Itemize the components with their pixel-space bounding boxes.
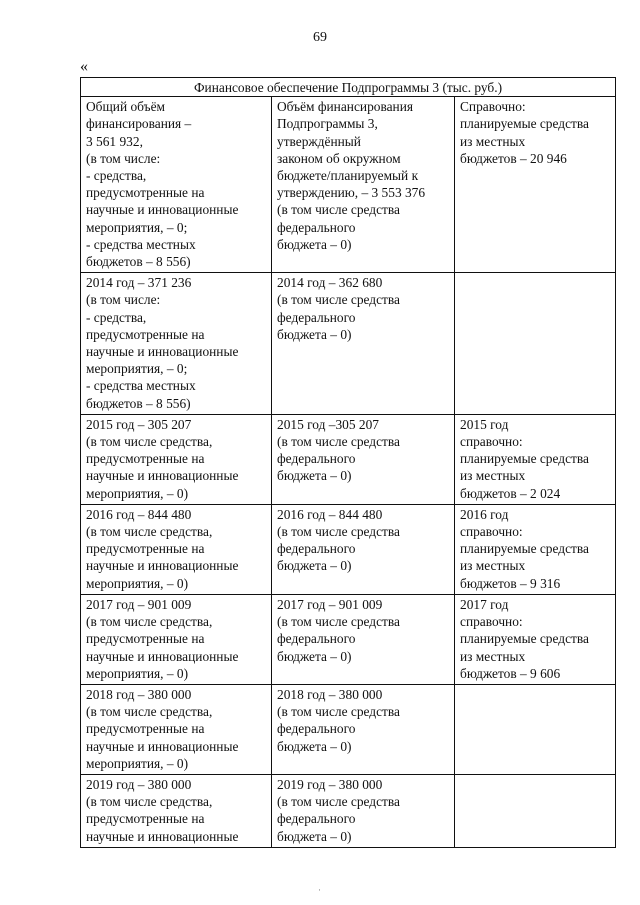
cell-text-line: научные и инновационные <box>86 828 239 844</box>
table-cell-2 <box>272 684 455 774</box>
cell-text-line: бюджетов – 2 024 <box>460 485 561 501</box>
cell-text-line: утверждённый <box>277 133 361 149</box>
cell-text-line: - средства местных <box>86 236 196 252</box>
cell-text-line: федерального <box>277 451 356 467</box>
cell-text-line: 2019 год – 380 000 <box>277 776 383 792</box>
cell-text-line: планируемые средства <box>460 631 589 647</box>
table-cell-1 <box>81 594 272 684</box>
table-cell-2 <box>272 414 455 504</box>
cell-text-line: из местных <box>460 558 526 574</box>
cell-text-line: 2019 год – 380 000 <box>86 776 192 792</box>
table-row <box>81 594 616 684</box>
cell-text-line: 2014 год – 371 236 <box>86 275 192 291</box>
cell-text-line: бюджете/планируемый к <box>277 168 419 184</box>
cell-text-line: 2014 год – 362 680 <box>277 275 383 291</box>
cell-text-line: Общий объём <box>86 99 165 115</box>
cell-text-line: (в том числе средства, <box>86 524 213 540</box>
cell-text-line: - средства местных <box>86 378 196 394</box>
table-cell-1 <box>81 414 272 504</box>
cell-text-line: 2015 год – 305 207 <box>86 416 192 432</box>
cell-text-line: 2015 год <box>460 416 509 432</box>
cell-text-line: федерального <box>277 721 356 737</box>
cell-text-line: справочно: <box>460 524 523 540</box>
cell-text-line: научные и инновационные <box>86 202 239 218</box>
cell-text-line: (в том числе средства, <box>86 794 213 810</box>
cell-text-line: законом об окружном <box>277 150 401 166</box>
table-cell-1 <box>81 504 272 594</box>
cell-text-line: Справочно: <box>460 99 526 115</box>
cell-text-line: Подпрограммы 3, <box>277 116 378 132</box>
cell-text-line: научные и инновационные <box>86 344 239 360</box>
cell-text-line: 2017 год – 901 009 <box>86 596 192 612</box>
cell-text-line: мероприятия, – 0) <box>86 755 189 771</box>
opening-quote-mark: « <box>80 58 88 75</box>
table-cell-3 <box>455 504 616 594</box>
cell-text-line: бюджета – 0) <box>277 828 352 844</box>
table-row <box>81 684 616 774</box>
table-cell-3 <box>455 97 616 273</box>
table-header-row <box>81 78 616 97</box>
cell-text-line: научные и инновационные <box>86 648 239 664</box>
cell-text-line: справочно: <box>460 434 523 450</box>
cell-text-line: бюджетов – 9 606 <box>460 665 561 681</box>
table-cell-2 <box>272 594 455 684</box>
cell-text-line: предусмотренные на <box>86 721 205 737</box>
cell-text-line: мероприятия, – 0) <box>86 575 189 591</box>
cell-text-line: бюджетов – 8 556) <box>86 254 191 270</box>
cell-text-line: научные и инновационные <box>86 468 239 484</box>
cell-text-line: 2015 год –305 207 <box>277 416 379 432</box>
cell-text-line: - средства, <box>86 168 147 184</box>
cell-text-line: бюджета – 0) <box>277 468 352 484</box>
cell-text-line: мероприятия, – 0) <box>86 665 189 681</box>
cell-text-line: финансирования – <box>86 116 192 132</box>
cell-text-line: мероприятия, – 0) <box>86 485 189 501</box>
table-row <box>81 97 616 273</box>
table-cell-1 <box>81 774 272 847</box>
cell-text-line: федерального <box>277 219 356 235</box>
table-cell-3 <box>455 594 616 684</box>
table-row <box>81 774 616 847</box>
cell-text-line: планируемые средства <box>460 116 589 132</box>
financing-table <box>80 77 616 848</box>
cell-text-line: предусмотренные на <box>86 451 205 467</box>
cell-text-line: из местных <box>460 133 526 149</box>
cell-text-line: (в том числе: <box>86 292 161 308</box>
cell-text-line: бюджетов – 8 556) <box>86 395 191 411</box>
cell-text-line: (в том числе средства <box>277 202 400 218</box>
cell-text-line: из местных <box>460 648 526 664</box>
cell-text-line: бюджетов – 20 946 <box>460 150 567 166</box>
cell-text-line: Объём финансирования <box>277 99 414 115</box>
table-cell-3 <box>455 774 616 847</box>
cell-text-line: (в том числе средства <box>277 704 400 720</box>
cell-text-line: - средства, <box>86 309 147 325</box>
cell-text-line: 2018 год – 380 000 <box>277 686 383 702</box>
cell-text-line: (в том числе: <box>86 150 161 166</box>
cell-text-line: бюджетов – 9 316 <box>460 575 561 591</box>
cell-text-line: предусмотренные на <box>86 811 205 827</box>
table-cell-3 <box>455 273 616 415</box>
cell-text-line: (в том числе средства, <box>86 704 213 720</box>
cell-text-line: 2018 год – 380 000 <box>86 686 192 702</box>
cell-text-line: федерального <box>277 811 356 827</box>
table-cell-1 <box>81 97 272 273</box>
cell-text-line: (в том числе средства <box>277 292 400 308</box>
cell-text-line: научные и инновационные <box>86 738 239 754</box>
cell-text-line: бюджета – 0) <box>277 326 352 342</box>
table-row <box>81 504 616 594</box>
table-cell-3 <box>455 414 616 504</box>
cell-text-line: планируемые средства <box>460 451 589 467</box>
cell-text-line: (в том числе средства, <box>86 614 213 630</box>
cell-text-line: планируемые средства <box>460 541 589 557</box>
cell-text-line: научные и инновационные <box>86 558 239 574</box>
table-cell-1 <box>81 273 272 415</box>
cell-text-line: 3 561 932, <box>86 133 143 149</box>
cell-text-line: бюджета – 0) <box>277 738 352 754</box>
cell-text-line: 2016 год – 844 480 <box>86 506 192 522</box>
table-row <box>81 273 616 415</box>
cell-text-line: федерального <box>277 309 356 325</box>
cell-text-line: мероприятия, – 0; <box>86 361 188 377</box>
cell-text-line: (в том числе средства <box>277 794 400 810</box>
table-body <box>81 97 616 848</box>
cell-text-line: 2016 год – 844 480 <box>277 506 383 522</box>
cell-text-line: справочно: <box>460 614 523 630</box>
table-cell-2 <box>272 774 455 847</box>
cell-text-line: федерального <box>277 631 356 647</box>
cell-text-line: предусмотренные на <box>86 326 205 342</box>
cell-text-line: предусмотренные на <box>86 541 205 557</box>
cell-text-line: (в том числе средства <box>277 614 400 630</box>
scan-mark: · <box>318 885 321 895</box>
page-number: 69 <box>313 30 327 45</box>
cell-text-line: мероприятия, – 0; <box>86 219 188 235</box>
cell-text-line: утверждению, – 3 553 376 <box>277 185 426 201</box>
table-cell-2 <box>272 97 455 273</box>
cell-text-line: федерального <box>277 541 356 557</box>
cell-text-line: 2016 год <box>460 506 509 522</box>
cell-text-line: бюджета – 0) <box>277 648 352 664</box>
cell-text-line: (в том числе средства <box>277 434 400 450</box>
table-row <box>81 414 616 504</box>
cell-text-line: бюджета – 0) <box>277 558 352 574</box>
cell-text-line: предусмотренные на <box>86 631 205 647</box>
table-cell-2 <box>272 504 455 594</box>
cell-text-line: предусмотренные на <box>86 185 205 201</box>
cell-text-line: бюджета – 0) <box>277 236 352 252</box>
table-cell-1 <box>81 684 272 774</box>
table-title: Финансовое обеспечение Подпрограммы 3 (тыс. руб.) <box>81 78 616 97</box>
table-cell-3 <box>455 684 616 774</box>
cell-text-line: 2017 год – 901 009 <box>277 596 383 612</box>
cell-text-line: (в том числе средства, <box>86 434 213 450</box>
cell-text-line: из местных <box>460 468 526 484</box>
cell-text-line: (в том числе средства <box>277 524 400 540</box>
cell-text-line: 2017 год <box>460 596 509 612</box>
table-cell-2 <box>272 273 455 415</box>
